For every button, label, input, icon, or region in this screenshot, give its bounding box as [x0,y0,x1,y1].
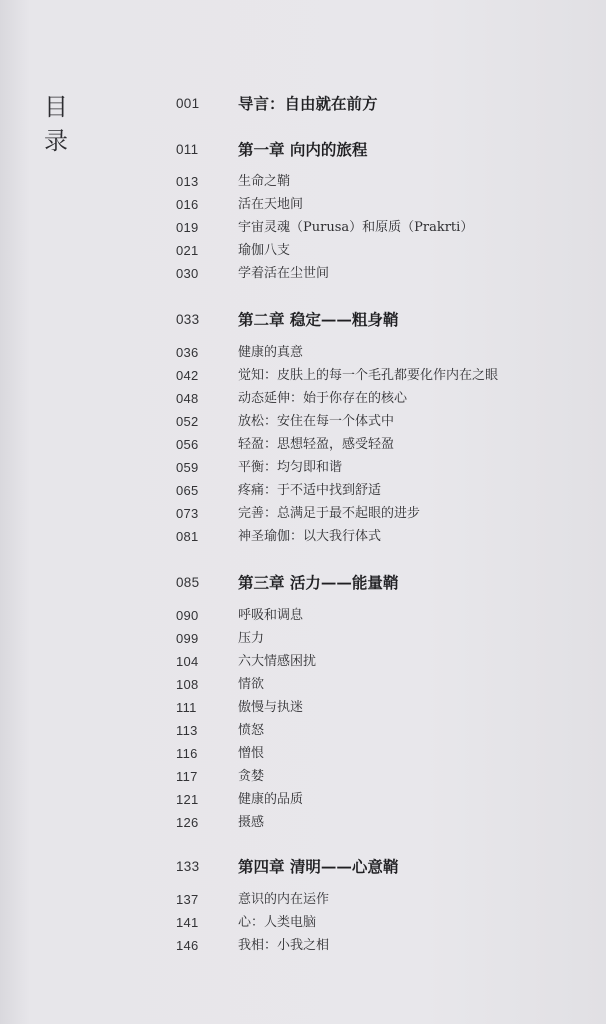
toc-entry [0,217,606,239]
toc-entry-title: 六大情感困扰 [238,654,317,669]
toc-chapter-heading [0,856,606,878]
toc-entry-title: 我相：小我之相 [238,938,330,953]
toc-entry [0,388,606,410]
toc-entry-title: 觉知：皮肤上的每一个毛孔都要化作内在之眼 [238,368,499,383]
toc-entry [0,651,606,673]
toc-page-number: 085 [176,575,200,590]
toc-entry-title: 轻盈：思想轻盈，感受轻盈 [238,437,395,452]
toc-page-number: 001 [176,96,200,111]
page-title-char-1: 目 [44,93,68,121]
toc-entry-title: 瑜伽八支 [238,243,291,258]
toc-page-number: 059 [176,460,199,475]
toc-entry-title: 健康的真意 [238,345,304,360]
toc-entry [0,766,606,788]
toc-entry [0,365,606,387]
toc-page-number: 056 [176,437,199,452]
toc-page-number: 019 [176,220,199,235]
toc-entry-title: 呼吸和调息 [238,608,304,623]
toc-entry-title: 愤怒 [238,723,265,738]
toc-page-number: 030 [176,266,199,281]
toc-entry-title: 动态延伸：始于你存在的核心 [238,391,408,406]
toc-page-number: 117 [176,769,198,784]
toc-page-number: 073 [176,506,199,521]
toc-page-number: 113 [176,723,198,738]
toc-page-number: 016 [176,197,199,212]
toc-entry-title: 完善：总满足于最不起眼的进步 [238,506,421,521]
toc-chapter-heading [0,93,606,115]
toc-page-number: 116 [176,746,198,761]
toc-page-number: 021 [176,243,199,258]
toc-chapter-heading [0,139,606,161]
toc-entry-title: 意识的内在运作 [238,892,330,907]
toc-entry-title: 情欲 [238,677,265,692]
toc-entry-title: 放松：安住在每一个体式中 [238,414,395,429]
toc-entry-title: 健康的品质 [238,792,304,807]
toc-page-number: 137 [176,892,199,907]
toc-entry [0,526,606,548]
toc-page-number: 099 [176,631,199,646]
toc-entry [0,480,606,502]
toc-entry-title: 傲慢与执迷 [238,700,304,715]
toc-page-number: 121 [176,792,199,807]
toc-entry-title: 神圣瑜伽：以大我行体式 [238,529,382,544]
toc-entry [0,434,606,456]
toc-entry [0,935,606,957]
toc-page-number: 033 [176,312,200,327]
toc-entry-title: 学着活在尘世间 [238,266,330,281]
toc-page-number: 048 [176,391,199,406]
page-title-char-2: 录 [44,127,68,155]
toc-entry [0,912,606,934]
toc-page-number: 081 [176,529,199,544]
toc-entry-title: 平衡：均匀即和谐 [238,460,343,475]
toc-page-number: 036 [176,345,199,360]
toc-page-number: 090 [176,608,199,623]
toc-entry-title: 疼痛：于不适中找到舒适 [238,483,382,498]
toc-entry-title: 摄感 [238,815,265,830]
toc-entry [0,457,606,479]
toc-page-number: 141 [176,915,199,930]
toc-entry-title: 憎恨 [238,746,265,761]
toc-page-number: 108 [176,677,199,692]
toc-entry [0,240,606,262]
toc-entry [0,628,606,650]
toc-entry [0,889,606,911]
toc-entry [0,605,606,627]
toc-entry [0,812,606,834]
toc-entry-title: 第二章 稳定——粗身鞘 [238,310,399,329]
toc-chapter-heading [0,309,606,331]
toc-page-number: 065 [176,483,199,498]
toc-entry-title: 第一章 向内的旅程 [238,140,368,159]
toc-entry [0,697,606,719]
toc-entry-title: 生命之鞘 [238,174,291,189]
toc-entry [0,503,606,525]
toc-page-number: 104 [176,654,199,669]
toc-entry [0,411,606,433]
toc-entry-title: 心：人类电脑 [238,915,317,930]
toc-entry [0,743,606,765]
toc-page-number: 011 [176,142,199,157]
toc-page-number: 133 [176,859,200,874]
toc-page-number: 146 [176,938,199,953]
toc-entry [0,171,606,193]
toc-entry [0,194,606,216]
toc-entry [0,674,606,696]
toc-page-number: 052 [176,414,199,429]
toc-page-number: 042 [176,368,199,383]
toc-entry [0,342,606,364]
toc-entry-title: 导言：自由就在前方 [238,94,378,113]
toc-page-number: 013 [176,174,199,189]
toc-entry-title: 贪婪 [238,769,265,784]
toc-entry [0,789,606,811]
toc-entry-title: 活在天地间 [238,197,304,212]
toc-entry-title: 压力 [238,631,265,646]
toc-entry-title: 宇宙灵魂（Purusa）和原质（Prakrti） [238,220,474,235]
toc-page-number: 126 [176,815,199,830]
toc-chapter-heading [0,572,606,594]
toc-page-number: 111 [176,700,197,715]
toc-entry [0,720,606,742]
toc-entry [0,263,606,285]
toc-entry-title: 第三章 活力——能量鞘 [238,573,399,592]
toc-entry-title: 第四章 清明——心意鞘 [238,857,399,876]
